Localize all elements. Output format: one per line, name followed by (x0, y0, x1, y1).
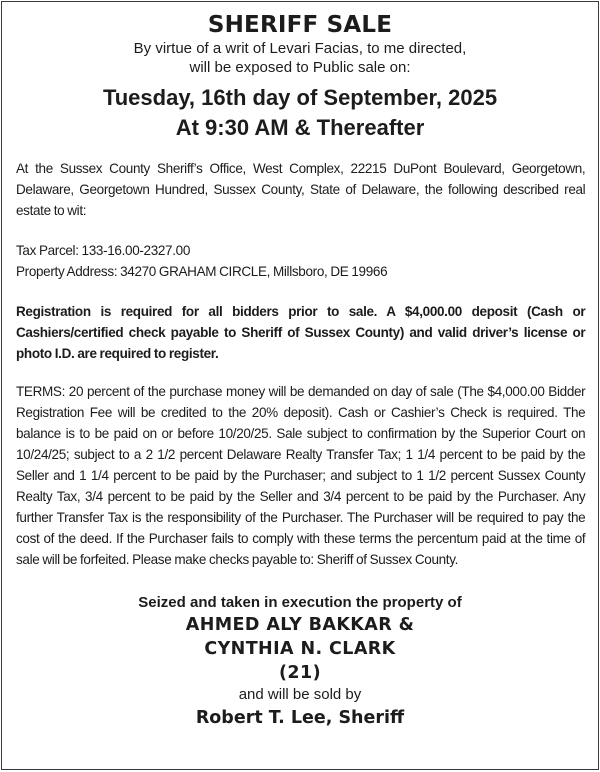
owner-name-1: AHMED ALY BAKKAR & (185, 615, 415, 635)
notice-footer (16, 592, 584, 730)
seized-line: Seized and taken in execution the property of (138, 594, 462, 611)
writ-statement (16, 39, 584, 77)
sale-terms: TERMS: 20 percent of the purchase money will be demanded on day of sale (The $4,000.00 Bidder Registration Fee will be credited to the 20% deposit). Cash or Cashier’s Check is required. The balance is to be paid on or before 10/20/25. Sale subject to confirmation by the Superior Court on 10/24/25; subject to a 2 1/2 percent Delaware Realty Transfer Tax; 1 1/4 percent to be paid by the Seller and 1 1/4 percent to be paid by the Purchaser; and subject to 1 1/2 percent Sussex County Realty Tax, 3/4 percent to be paid by the Seller and 3/4 percent to be paid by the Purchaser. Any further Transfer Tax is the responsibility of the Purchaser. The Purchaser will be required to pay the cost of the deed. If the Purchaser fails to comply with these terms the percentum paid at the time of sale will be forfeited. Please make checks payable to: Sheriff of Sussex County. (16, 383, 586, 567)
sale-date: Tuesday, 16th day of September, 2025 (102, 85, 498, 110)
owner-name-2: CYNTHIA N. CLARK (204, 639, 396, 659)
notice-body (16, 158, 585, 570)
case-number: (21) (279, 663, 321, 683)
sale-datetime (16, 83, 584, 143)
notice-title: SHERIFF SALE (207, 12, 393, 38)
sale-time: At 9:30 AM & Thereafter (175, 115, 425, 140)
notice-header (16, 12, 584, 143)
sheriff-name: Robert T. Lee, Sheriff (195, 708, 405, 728)
property-details (16, 240, 585, 282)
tax-parcel: Tax Parcel: 133-16.00-2327.00 (16, 242, 191, 258)
writ-line-2: will be exposed to Public sale on: (189, 59, 411, 76)
writ-line-1: By virtue of a writ of Levari Facias, to me directed, (133, 40, 467, 57)
property-address: Property Address: 34270 GRAHAM CIRCLE, Millsboro, DE 19966 (16, 263, 388, 279)
location-paragraph: At the Sussex County Sheriff’s Office, West Complex, 22215 DuPont Boulevard, Georgetown, Delaware, Georgetown Hundred, Sussex County, State of Delaware, the following described real estate to wit: (16, 160, 586, 218)
sold-by-line: and will be sold by (238, 686, 362, 703)
sheriff-sale-notice (1, 1, 599, 770)
registration-notice: Registration is required for all bidders prior to sale. A $4,000.00 deposit (Cash or Cashiers/certified check payable to Sheriff of Sussex County) and valid driver’s license or photo I.D. are required to register. (16, 303, 586, 361)
